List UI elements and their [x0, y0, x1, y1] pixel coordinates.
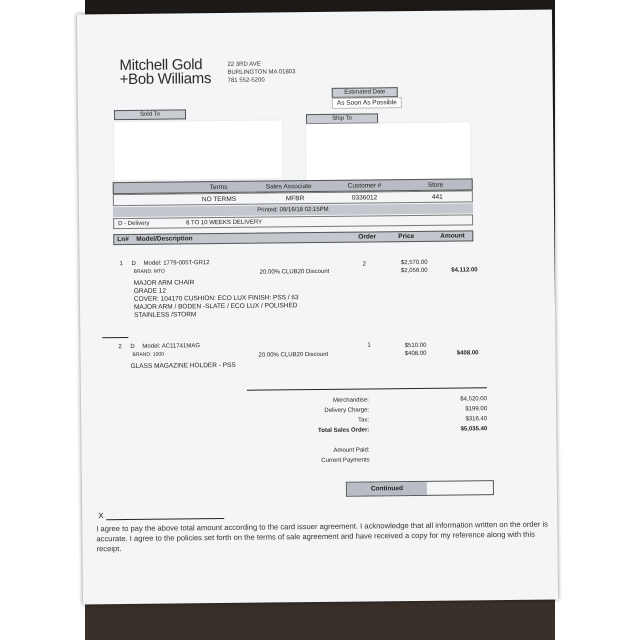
total-label: Total Sales Order:	[318, 427, 370, 435]
item-1-brand: BRAND: MTO	[133, 268, 165, 275]
item-2-amount: $408.00	[456, 350, 479, 357]
order-values: NO TERMS MFBR 0336012 441	[113, 190, 473, 206]
sold-to-label: Sold To	[114, 109, 186, 120]
total-value: $5,035.40	[460, 426, 488, 433]
item-2-order: 1	[367, 342, 371, 349]
merchandise-label: Merchandise:	[332, 397, 370, 404]
receipt-paper	[77, 10, 558, 605]
item-1-price: $2,570.00	[400, 259, 428, 267]
signature-x: X	[98, 511, 104, 521]
item-2-description: GLASS MAGAZINE HOLDER - PSS	[130, 361, 236, 370]
item-divider	[102, 337, 128, 338]
amount-paid-label: Amount Paid:	[333, 447, 370, 454]
item-1-order: 2	[362, 261, 366, 268]
continued-box	[346, 480, 494, 497]
item-1-amount: $4,112.00	[451, 267, 478, 274]
line-items-header: Ln# Model/Description Order Price Amount	[113, 230, 473, 245]
delivery-charge-value: $199.00	[465, 406, 488, 413]
ship-to-label: Ship To	[306, 113, 378, 124]
current-payments-label: Current Payments	[321, 457, 370, 464]
item-1-description: MAJOR ARM CHAIR GRADE 12 COVER: 104170 CUSHION: ECO LUX FINISH: PSS / 63 MAJOR ARM / BODEN -SLATE / ECO LUX / POLISHED STAINLESS /STORM	[133, 279, 299, 319]
item-1-discount: 20.00% CLUB20 Discount	[259, 268, 330, 276]
sold-to-redacted	[114, 120, 283, 180]
item-1-net-price: $2,056.00	[400, 267, 428, 275]
background-right	[555, 0, 640, 640]
estimated-date-label: Estimated Date	[332, 87, 398, 98]
item-2-model: Model: AC11741MAG	[142, 343, 201, 350]
totals-divider	[247, 387, 487, 391]
item-1-model: Model: 1779-005T-GR12	[143, 260, 210, 267]
tax-label: Tax:	[358, 417, 370, 424]
ship-to-redacted	[306, 122, 471, 182]
item-1-type: D	[131, 260, 136, 267]
item-2-discount: 20.00% CLUB20 Discount	[258, 351, 329, 359]
terms-agreement: I agree to pay the above total amount according to the card issuer agreement. I acknowledge that all information written on the order is accurate. I agree to the policies set forth on the terms of sale agreement and have received a copy for my reference along with this receipt.	[96, 519, 549, 554]
item-2-brand: BRAND: 1000	[132, 351, 164, 358]
merchandise-value: $4,520.00	[460, 396, 488, 403]
delivery-row: D - Delivery 8 TO 10 WEEKS DELIVERY	[113, 214, 473, 229]
signature-line	[106, 518, 224, 520]
tax-value: $316.40	[465, 416, 488, 423]
company-logo: Mitchell Gold +Bob Williams	[119, 56, 212, 89]
company-address: 22 3RD AVE BURLINGTON MA 01803 781 552-5200	[227, 61, 296, 84]
item-2-net-price: $408.00	[404, 350, 427, 358]
background-left	[0, 0, 85, 640]
order-header: Terms Sales Associate Customer # Store	[113, 178, 473, 194]
item-2-price: $510.00	[404, 342, 427, 350]
continued-label: Continued	[347, 482, 427, 496]
item-2-type: D	[130, 343, 135, 350]
printed-date: Printed: 09/16/18 02:15PM	[113, 203, 473, 217]
estimated-date-value: As Soon As Possible	[332, 97, 402, 109]
delivery-charge-label: Delivery Charge:	[324, 407, 370, 414]
item-1-ln: 1	[119, 261, 123, 268]
item-2-ln: 2	[118, 344, 122, 351]
